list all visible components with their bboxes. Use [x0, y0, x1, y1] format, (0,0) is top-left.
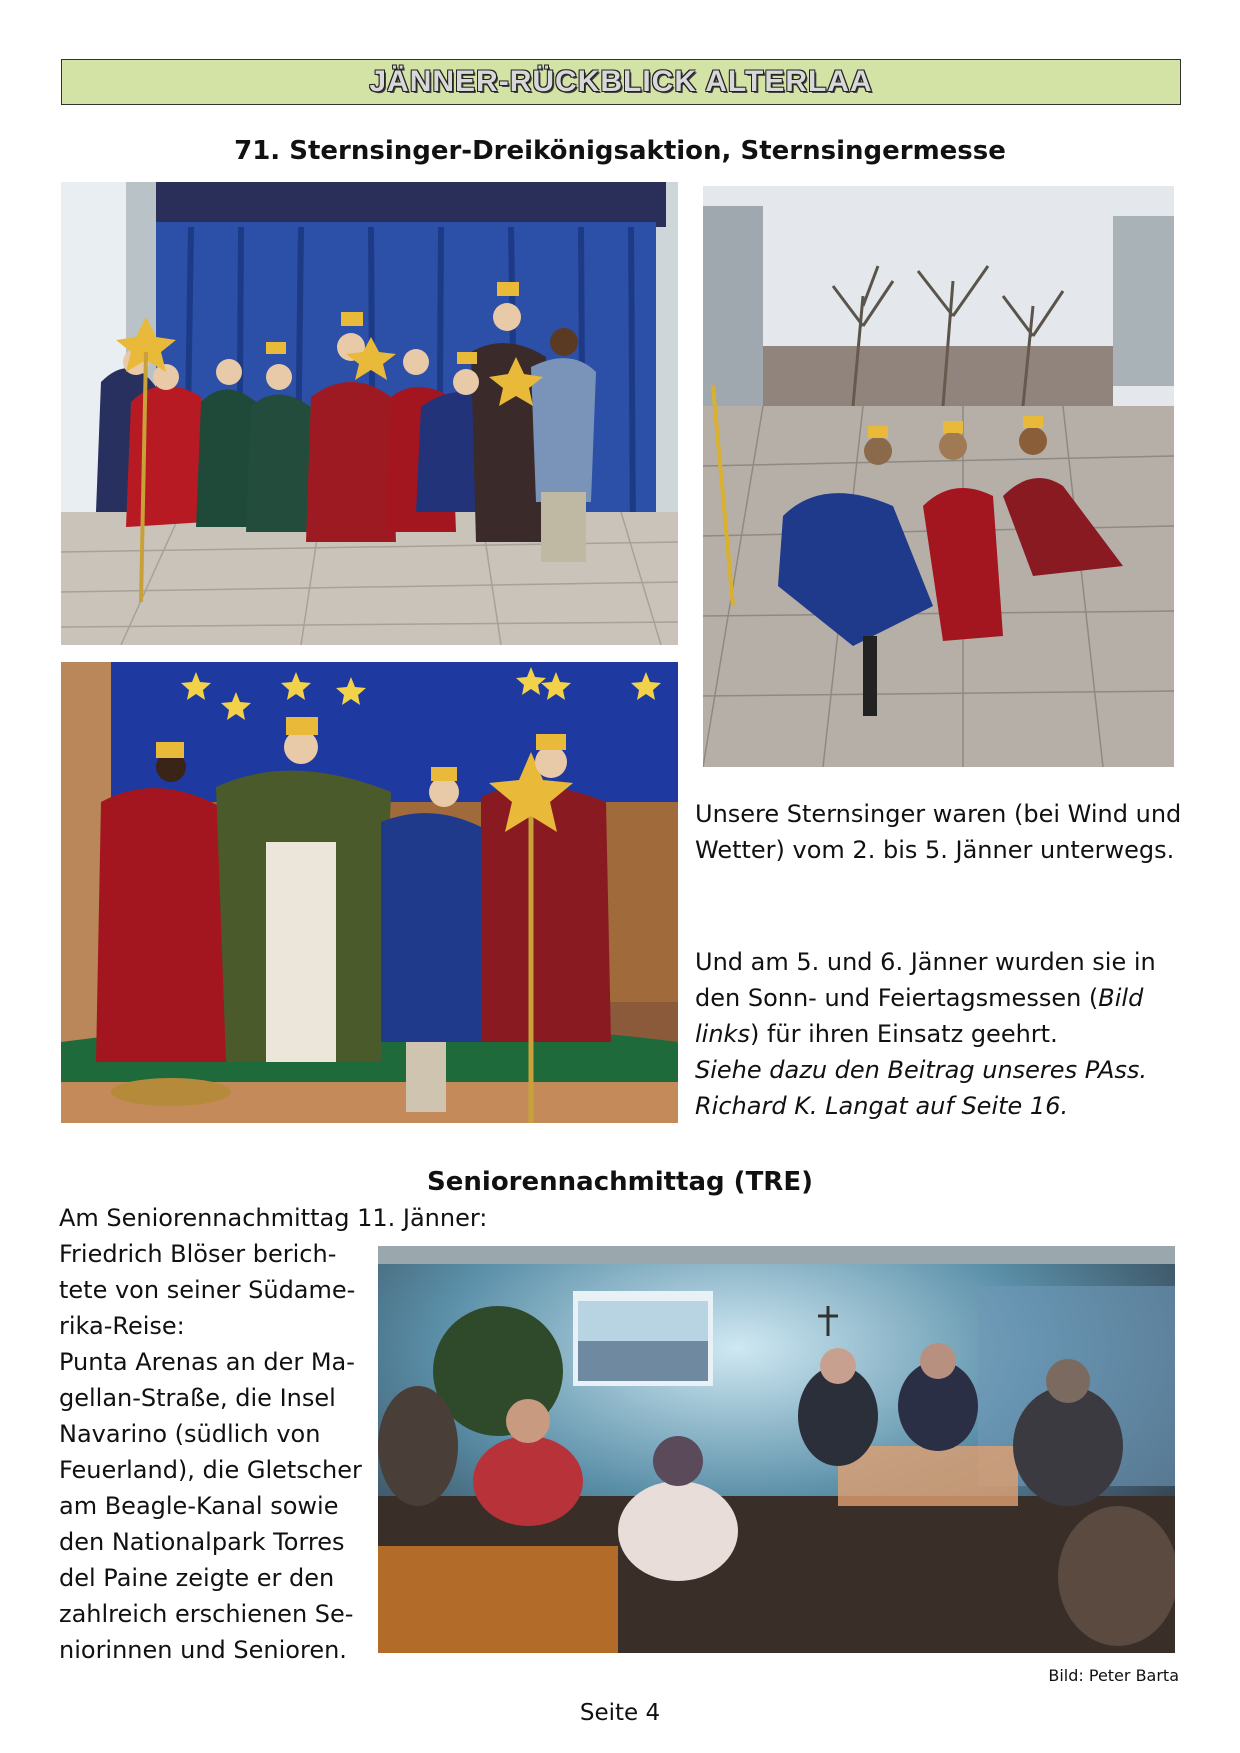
text-line [695, 1016, 1195, 1052]
photo-seniorennachmittag [378, 1246, 1175, 1653]
section-title-seniorennachmittag: Seniorennachmittag (TRE) [427, 1167, 813, 1197]
text-line: Friedrich Blöser berich- [59, 1240, 337, 1268]
text-line: zahlreich erschienen Se- [59, 1600, 354, 1628]
sternsinger-paragraph-1 [695, 796, 1195, 868]
text-run-italic: Bild [1098, 984, 1144, 1012]
text-line: Navarino (südlich von [59, 1420, 321, 1448]
text-run: ) für ihren Einsatz geehrt. [749, 1020, 1058, 1048]
text-line: rika-Reise: [59, 1312, 185, 1340]
text-line: Feuerland), die Gletscher [59, 1456, 362, 1484]
text-line: del Paine zeigte er den [59, 1564, 335, 1592]
text-line-italic: Siehe dazu den Beitrag unseres PAss. [695, 1056, 1148, 1084]
header-title: JÄNNER-RÜCKBLICK ALTERLAA [369, 65, 873, 98]
text-line: tete von seiner Südame- [59, 1276, 356, 1304]
text-line: Punta Arenas an der Ma- [59, 1348, 355, 1376]
text-line: am Beagle-Kanal sowie [59, 1492, 339, 1520]
text-line-italic: Richard K. Langat auf Seite 16. [695, 1092, 1069, 1120]
text-line: niorinnen und Senioren. [59, 1636, 347, 1664]
text-run-italic: links [695, 1020, 750, 1048]
photo-sternsinger-group [61, 182, 678, 645]
text-line: den Nationalpark Torres [59, 1528, 345, 1556]
page-number: Seite 4 [579, 1700, 661, 1726]
text-line: gellan-Straße, die Insel [59, 1384, 336, 1412]
header-banner [61, 59, 1181, 105]
text-line: Unsere Sternsinger waren (bei Wind und [695, 800, 1182, 828]
photo-credit: Bild: Peter Barta [1048, 1666, 1179, 1685]
sternsinger-paragraph-2 [695, 944, 1195, 1124]
text-line: Und am 5. und 6. Jänner wurden sie in [695, 948, 1156, 976]
text-line [695, 980, 1195, 1016]
senioren-intro: Am Seniorennachmittag 11. Jänner: [59, 1204, 488, 1232]
text-run: den Sonn- und Feiertagsmessen ( [695, 984, 1099, 1012]
photo-sternsingermesse [61, 662, 678, 1123]
senioren-paragraph [59, 1236, 369, 1668]
text-line: Wetter) vom 2. bis 5. Jänner unterwegs. [695, 836, 1175, 864]
photo-sternsinger-walking [703, 186, 1174, 767]
section-title-sternsinger: 71. Sternsinger-Dreikönigsaktion, Sternsingermesse [234, 136, 1006, 166]
